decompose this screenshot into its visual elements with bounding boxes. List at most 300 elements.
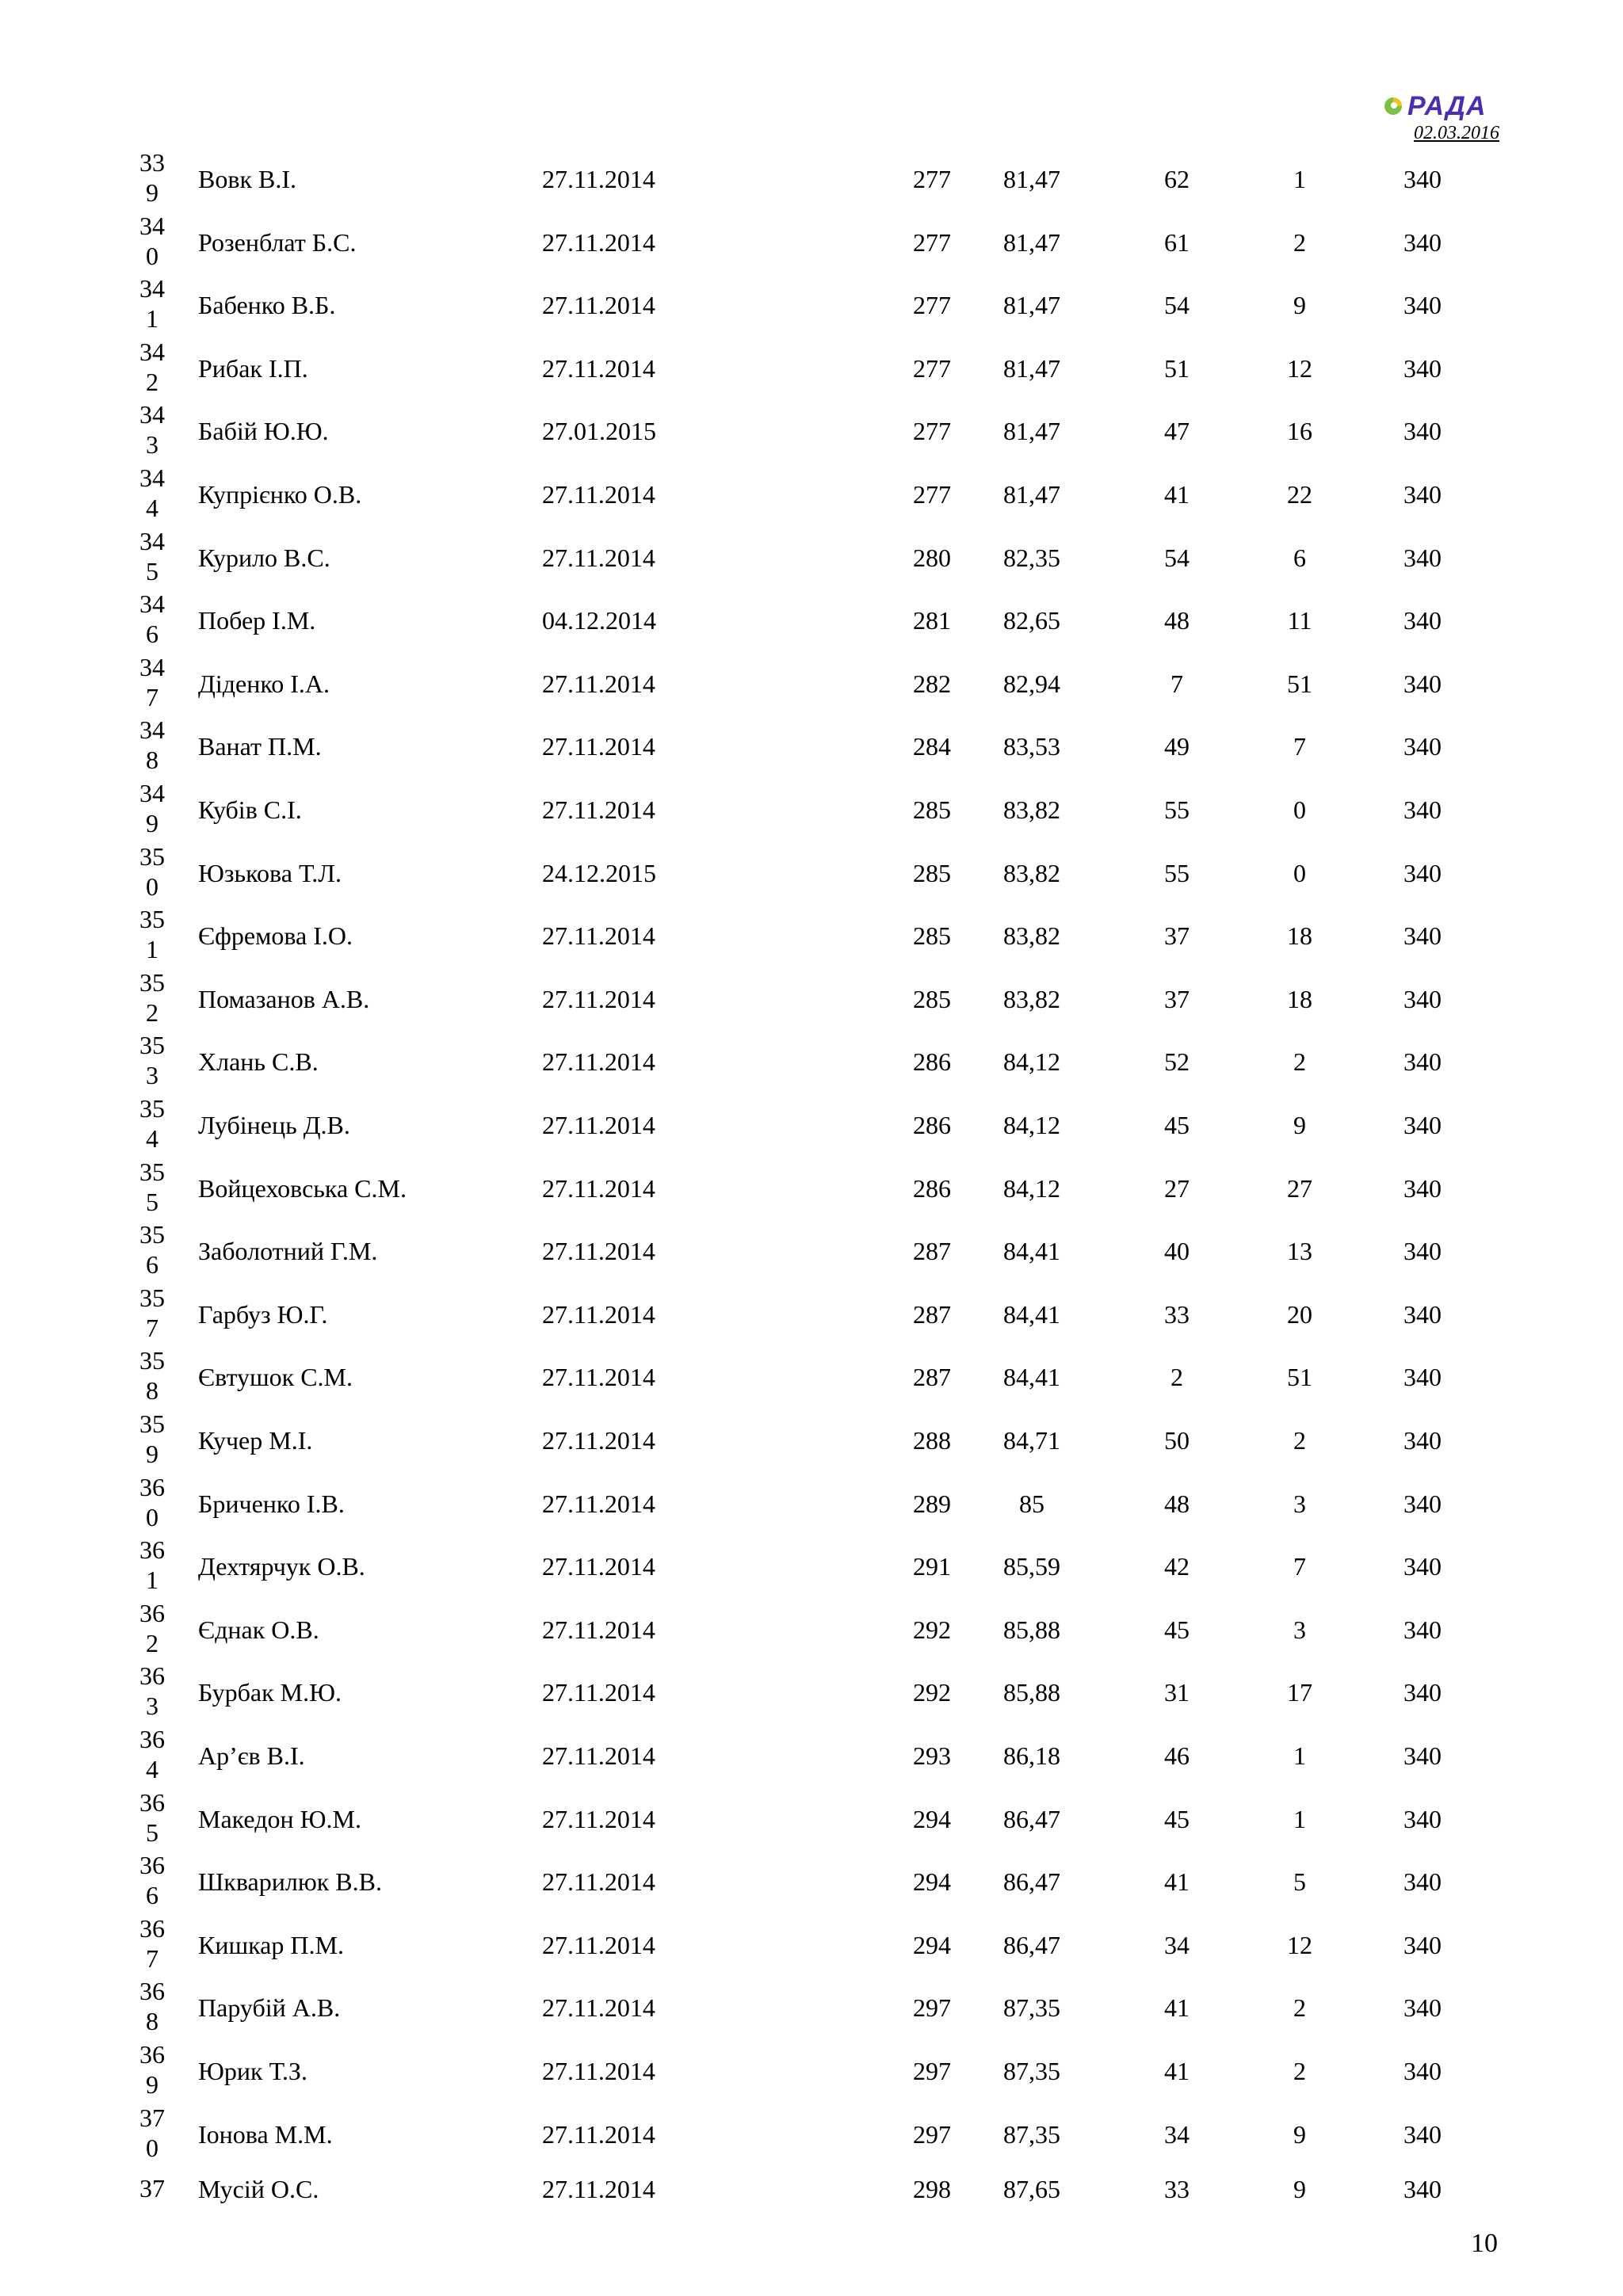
cell-total: 340	[1403, 417, 1442, 446]
row-number	[135, 1724, 170, 1784]
table-row	[0, 840, 1623, 903]
registration-date: 27.11.2014	[542, 480, 655, 509]
cell-percent: 81,47	[1003, 291, 1060, 320]
table-row	[0, 2101, 1623, 2164]
registration-date: 24.12.2015	[542, 858, 656, 887]
deputy-name: Іонова М.М.	[198, 2119, 333, 2149]
cell-value-b: 18	[1287, 921, 1312, 951]
cell-percent: 87,35	[1003, 2057, 1060, 2085]
cell-total: 340	[1403, 858, 1442, 887]
deputy-name: Ар’єв В.І.	[198, 1741, 305, 1770]
table-row	[0, 650, 1623, 714]
row-number-part: 6	[146, 1250, 158, 1280]
row-number-part: 4	[146, 1755, 158, 1783]
cell-value-b: 5	[1293, 1867, 1306, 1897]
cell-value-b: 2	[1293, 1993, 1306, 2023]
cell-total: 340	[1403, 732, 1442, 761]
cell-value-b: 2	[1293, 2057, 1306, 2085]
row-number-part: 5	[146, 1187, 158, 1216]
cell-count: 285	[913, 858, 951, 887]
cell-count: 286	[913, 1111, 951, 1139]
registration-date: 27.11.2014	[542, 1047, 655, 1077]
row-number-part: 34	[139, 652, 165, 681]
deputy-name: Бабій Ю.Ю.	[198, 417, 329, 446]
row-number	[135, 1472, 170, 1532]
row-number	[135, 1157, 170, 1217]
cell-total: 340	[1403, 1615, 1442, 1644]
cell-count: 294	[913, 1867, 951, 1897]
cell-total: 340	[1403, 165, 1442, 193]
cell-total: 340	[1403, 2175, 1442, 2204]
table-row	[0, 713, 1623, 776]
row-number-part: 1	[146, 304, 158, 334]
registration-date: 27.11.2014	[542, 1678, 655, 1707]
row-number	[135, 1030, 170, 1090]
row-number	[135, 904, 170, 964]
row-number	[135, 967, 170, 1028]
deputy-name: Помазанов А.В.	[198, 984, 370, 1013]
cell-percent: 84,41	[1003, 1299, 1060, 1329]
cell-value-b: 22	[1287, 480, 1312, 509]
row-number	[135, 211, 170, 271]
deputy-name: Кубів С.І.	[198, 795, 302, 824]
cell-percent: 83,82	[1003, 795, 1060, 824]
table-row	[0, 1028, 1623, 1092]
deputy-name: Розенблат Б.С.	[198, 227, 357, 257]
cell-value-b: 3	[1293, 1615, 1306, 1644]
cell-count: 287	[913, 1237, 951, 1266]
cell-total: 340	[1403, 353, 1442, 383]
cell-percent: 87,65	[1003, 2175, 1060, 2204]
row-number-part: 37	[139, 2103, 165, 2132]
cell-value-a: 52	[1164, 1047, 1190, 1077]
cell-value-b: 1	[1293, 1804, 1306, 1833]
registration-date: 27.11.2014	[542, 543, 655, 572]
cell-value-a: 55	[1164, 795, 1190, 824]
deputy-name: Рибак І.П.	[198, 353, 308, 383]
row-number	[135, 1787, 170, 1848]
registration-date: 27.11.2014	[542, 1930, 655, 1959]
cell-count: 277	[913, 417, 951, 446]
registration-date: 27.11.2014	[542, 1615, 655, 1644]
cell-count: 294	[913, 1930, 951, 1959]
row-number-part: 0	[146, 241, 158, 270]
cell-value-b: 7	[1293, 1552, 1306, 1581]
cell-percent: 82,35	[1003, 543, 1060, 572]
registration-date: 27.01.2015	[542, 417, 656, 446]
row-number-part: 34	[139, 779, 165, 807]
cell-count: 285	[913, 795, 951, 824]
table-row	[0, 587, 1623, 650]
row-number	[135, 1598, 170, 1658]
cell-total: 340	[1403, 1173, 1442, 1203]
deputy-name: Вовк В.І.	[198, 165, 296, 193]
row-number-part: 9	[146, 2070, 158, 2099]
row-number-part: 3	[146, 1691, 158, 1721]
row-number-part: 1	[146, 935, 158, 964]
registration-date: 27.11.2014	[542, 795, 655, 824]
row-number-part: 34	[139, 400, 165, 429]
cell-value-b: 2	[1293, 1426, 1306, 1455]
row-number	[135, 715, 170, 775]
registration-date: 27.11.2014	[542, 669, 655, 698]
cell-percent: 87,35	[1003, 1993, 1060, 2023]
cell-count: 294	[913, 1804, 951, 1833]
deputy-name: Курило В.С.	[198, 543, 330, 572]
cell-percent: 85	[1019, 1489, 1044, 1518]
cell-count: 298	[913, 2175, 951, 2204]
row-number	[135, 1093, 170, 1154]
row-number-part: 36	[139, 1977, 165, 2006]
cell-count: 293	[913, 1741, 951, 1770]
table-row	[0, 776, 1623, 840]
registration-date: 27.11.2014	[542, 1299, 655, 1329]
row-number-part: 9	[146, 809, 158, 837]
table-row	[0, 1659, 1623, 1722]
cell-percent: 86,18	[1003, 1741, 1060, 1770]
registration-date: 27.11.2014	[542, 2119, 655, 2149]
row-number-part: 4	[146, 1124, 158, 1153]
deputy-name: Кучер М.І.	[198, 1426, 313, 1455]
row-number-part: 36	[139, 1851, 165, 1880]
table-row	[0, 1407, 1623, 1470]
cell-total: 340	[1403, 227, 1442, 257]
table-row	[0, 1281, 1623, 1344]
row-number-part: 36	[139, 1913, 165, 1943]
row-number-part: 36	[139, 1472, 165, 1501]
cell-value-b: 17	[1287, 1678, 1312, 1707]
row-number	[135, 1850, 170, 1910]
cell-value-b: 6	[1293, 543, 1306, 572]
cell-percent: 83,82	[1003, 921, 1060, 951]
registration-date: 27.11.2014	[542, 921, 655, 951]
cell-total: 340	[1403, 795, 1442, 824]
cell-value-a: 42	[1164, 1552, 1190, 1581]
registration-date: 27.11.2014	[542, 1426, 655, 1455]
table-row	[0, 461, 1623, 524]
row-number-part: 35	[139, 1094, 165, 1123]
cell-count: 291	[913, 1552, 951, 1581]
cell-value-b: 18	[1287, 984, 1312, 1013]
cell-value-a: 54	[1164, 543, 1190, 572]
cell-percent: 81,47	[1003, 165, 1060, 193]
cell-total: 340	[1403, 2119, 1442, 2149]
registration-date: 27.11.2014	[542, 291, 655, 320]
table-row	[0, 1848, 1623, 1912]
row-number	[135, 778, 170, 838]
cell-value-a: 47	[1164, 417, 1190, 446]
cell-percent: 81,47	[1003, 353, 1060, 383]
table-row	[0, 272, 1623, 335]
cell-percent: 85,88	[1003, 1678, 1060, 1707]
row-number	[135, 1661, 170, 1721]
cell-value-b: 16	[1287, 417, 1312, 446]
registration-date: 27.11.2014	[542, 1741, 655, 1770]
registration-date: 27.11.2014	[542, 1489, 655, 1518]
deputy-name: Войцеховська С.М.	[198, 1173, 407, 1203]
row-number-part: 35	[139, 1031, 165, 1060]
cell-value-b: 9	[1293, 2119, 1306, 2149]
row-number	[135, 1409, 170, 1469]
row-number-part: 2	[146, 1628, 158, 1657]
cell-total: 340	[1403, 2057, 1442, 2085]
row-number-part: 36	[139, 2040, 165, 2069]
cell-total: 340	[1403, 1741, 1442, 1770]
cell-value-a: 55	[1164, 858, 1190, 887]
cell-value-b: 2	[1293, 227, 1306, 257]
row-number-part: 35	[139, 905, 165, 934]
cell-percent: 84,12	[1003, 1047, 1060, 1077]
row-number-part: 35	[139, 1409, 165, 1438]
cell-count: 286	[913, 1047, 951, 1077]
deputy-name: Юзькова Т.Л.	[198, 858, 342, 887]
cell-value-a: 45	[1164, 1111, 1190, 1139]
cell-percent: 86,47	[1003, 1804, 1060, 1833]
row-number-part: 9	[146, 178, 158, 207]
cell-total: 340	[1403, 1930, 1442, 1959]
cell-total: 340	[1403, 1237, 1442, 1266]
row-number-part: 3	[146, 1061, 158, 1090]
registration-date: 27.11.2014	[542, 1173, 655, 1203]
cell-total: 340	[1403, 291, 1442, 320]
cell-value-b: 51	[1287, 669, 1312, 698]
deputy-name: Ванат П.М.	[198, 732, 322, 761]
cell-total: 340	[1403, 480, 1442, 509]
row-number-part: 4	[146, 494, 158, 522]
cell-percent: 86,47	[1003, 1867, 1060, 1897]
row-number-part: 35	[139, 1283, 165, 1312]
cell-value-b: 1	[1293, 1741, 1306, 1770]
row-number	[135, 2039, 170, 2100]
registration-date: 27.11.2014	[542, 227, 655, 257]
registration-date: 27.11.2014	[542, 165, 655, 193]
cell-percent: 85,88	[1003, 1615, 1060, 1644]
registration-date: 27.11.2014	[542, 1363, 655, 1392]
row-number-part: 8	[146, 746, 158, 775]
cell-value-a: 61	[1164, 227, 1190, 257]
cell-value-b: 7	[1293, 732, 1306, 761]
cell-count: 297	[913, 2119, 951, 2149]
cell-percent: 87,35	[1003, 2119, 1060, 2149]
row-number	[135, 841, 170, 902]
table-row	[0, 1218, 1623, 1281]
row-number-part: 35	[139, 841, 165, 871]
registration-date: 27.11.2014	[542, 1111, 655, 1139]
cell-total: 340	[1403, 1489, 1442, 1518]
registration-date: 27.11.2014	[542, 1237, 655, 1266]
cell-count: 289	[913, 1489, 951, 1518]
cell-value-b: 9	[1293, 2175, 1306, 2204]
cell-value-a: 34	[1164, 2119, 1190, 2149]
table-row	[0, 902, 1623, 966]
deputy-name: Дехтярчук О.В.	[198, 1552, 365, 1581]
cell-value-a: 48	[1164, 1489, 1190, 1518]
cell-value-a: 51	[1164, 353, 1190, 383]
table-row	[0, 966, 1623, 1029]
cell-value-a: 45	[1164, 1615, 1190, 1644]
registration-date: 27.11.2014	[542, 732, 655, 761]
row-number-part: 35	[139, 1346, 165, 1375]
row-number-part: 9	[146, 1440, 158, 1468]
registration-date: 27.11.2014	[542, 1552, 655, 1581]
cell-total: 340	[1403, 1867, 1442, 1897]
table-row	[0, 524, 1623, 588]
deputy-name: Македон Ю.М.	[198, 1804, 361, 1833]
row-number-part: 34	[139, 463, 165, 492]
cell-value-b: 9	[1293, 291, 1306, 320]
cell-value-b: 13	[1287, 1237, 1312, 1266]
row-number-part: 8	[146, 1376, 158, 1405]
cell-count: 284	[913, 732, 951, 761]
table-row	[0, 1722, 1623, 1786]
row-number-part: 35	[139, 1220, 165, 1249]
cell-count: 281	[913, 606, 951, 635]
row-number-part: 36	[139, 1598, 165, 1627]
table-row	[0, 2038, 1623, 2101]
cell-count: 287	[913, 1363, 951, 1392]
deputy-name: Парубій А.В.	[198, 1993, 341, 2023]
registration-date: 27.11.2014	[542, 1804, 655, 1833]
row-number-part: 6	[146, 1881, 158, 1910]
row-number-part: 6	[146, 620, 158, 649]
deputy-name: Лубінець Д.В.	[198, 1111, 350, 1139]
registration-date: 27.11.2014	[542, 2175, 655, 2204]
cell-value-a: 2	[1170, 1363, 1183, 1392]
cell-value-b: 1	[1293, 165, 1306, 193]
row-number	[135, 2103, 170, 2163]
cell-value-a: 7	[1170, 669, 1183, 698]
cell-percent: 81,47	[1003, 227, 1060, 257]
row-number	[135, 399, 170, 460]
table-row	[0, 209, 1623, 273]
cell-percent: 83,82	[1003, 858, 1060, 887]
cell-value-b: 20	[1287, 1299, 1312, 1329]
registration-date: 27.11.2014	[542, 984, 655, 1013]
cell-total: 340	[1403, 1111, 1442, 1139]
cell-count: 297	[913, 2057, 951, 2085]
cell-value-a: 41	[1164, 1867, 1190, 1897]
row-number-part: 7	[146, 1313, 158, 1342]
registration-date: 04.12.2014	[542, 606, 656, 635]
cell-total: 340	[1403, 1426, 1442, 1455]
row-number	[135, 2173, 170, 2203]
cell-percent: 83,53	[1003, 732, 1060, 761]
row-number-part: 37	[139, 2174, 165, 2203]
table-row	[0, 1533, 1623, 1596]
cell-total: 340	[1403, 1363, 1442, 1392]
cell-value-a: 49	[1164, 732, 1190, 761]
row-number-part: 7	[146, 682, 158, 711]
table-row	[0, 146, 1623, 209]
row-number-part: 7	[146, 1943, 158, 1973]
document-date: 02.03.2016	[1414, 123, 1499, 143]
deputy-name: Діденко І.А.	[198, 669, 330, 698]
row-number	[135, 147, 170, 208]
cell-value-a: 37	[1164, 921, 1190, 951]
table-row	[0, 398, 1623, 461]
row-number-part: 5	[146, 556, 158, 585]
cell-value-b: 12	[1287, 1930, 1312, 1959]
cell-count: 277	[913, 353, 951, 383]
rada-logo	[1384, 92, 1496, 120]
row-number-part: 0	[146, 1502, 158, 1531]
cell-count: 277	[913, 480, 951, 509]
cell-total: 340	[1403, 1678, 1442, 1707]
row-number-part: 8	[146, 2007, 158, 2036]
deputy-name: Купрієнко О.В.	[198, 480, 362, 509]
cell-value-a: 40	[1164, 1237, 1190, 1266]
cell-percent: 84,12	[1003, 1173, 1060, 1203]
cell-percent: 84,71	[1003, 1426, 1060, 1455]
cell-value-a: 54	[1164, 291, 1190, 320]
cell-value-a: 46	[1164, 1741, 1190, 1770]
cell-value-b: 27	[1287, 1173, 1312, 1203]
registration-date: 27.11.2014	[542, 353, 655, 383]
cell-total: 340	[1403, 669, 1442, 698]
cell-percent: 85,59	[1003, 1552, 1060, 1581]
row-number-part: 1	[146, 1566, 158, 1595]
page-number: 10	[1471, 2229, 1498, 2258]
cell-value-a: 45	[1164, 1804, 1190, 1833]
row-number-part: 33	[139, 148, 165, 177]
row-number	[135, 273, 170, 334]
cell-total: 340	[1403, 1299, 1442, 1329]
table-row	[0, 1470, 1623, 1534]
cell-total: 340	[1403, 1993, 1442, 2023]
row-number	[135, 337, 170, 397]
cell-percent: 84,41	[1003, 1363, 1060, 1392]
cell-percent: 84,41	[1003, 1237, 1060, 1266]
row-number	[135, 463, 170, 523]
table-row	[0, 2164, 1623, 2227]
table-row	[0, 335, 1623, 399]
row-number-part: 3	[146, 430, 158, 460]
deputy-name: Побер І.М.	[198, 606, 316, 635]
cell-value-a: 50	[1164, 1426, 1190, 1455]
cell-percent: 81,47	[1003, 480, 1060, 509]
row-number	[135, 1976, 170, 2036]
logo-text: РАДА	[1407, 91, 1487, 121]
cell-count: 285	[913, 921, 951, 951]
registration-date: 27.11.2014	[542, 1867, 655, 1897]
row-number-part: 34	[139, 211, 165, 240]
cell-total: 340	[1403, 543, 1442, 572]
cell-percent: 82,65	[1003, 606, 1060, 635]
row-number-part: 2	[146, 997, 158, 1027]
deputy-name: Заболотний Г.М.	[198, 1237, 378, 1266]
cell-value-b: 9	[1293, 1111, 1306, 1139]
table-row	[0, 1974, 1623, 2038]
row-number-part: 35	[139, 967, 165, 997]
cell-total: 340	[1403, 984, 1442, 1013]
row-number-part: 36	[139, 1535, 165, 1565]
cell-count: 277	[913, 165, 951, 193]
deputy-name: Бурбак М.Ю.	[198, 1678, 342, 1707]
row-number-part: 5	[146, 1817, 158, 1847]
cell-count: 297	[913, 1993, 951, 2023]
row-number-part: 2	[146, 367, 158, 396]
cell-value-a: 41	[1164, 1993, 1190, 2023]
table-row	[0, 1596, 1623, 1660]
cell-count: 277	[913, 291, 951, 320]
row-number-part: 34	[139, 274, 165, 303]
deputy-name: Кишкар П.М.	[198, 1930, 344, 1959]
row-number	[135, 589, 170, 649]
registration-date: 27.11.2014	[542, 2057, 655, 2085]
cell-count: 286	[913, 1173, 951, 1203]
cell-value-a: 62	[1164, 165, 1190, 193]
cell-total: 340	[1403, 1804, 1442, 1833]
